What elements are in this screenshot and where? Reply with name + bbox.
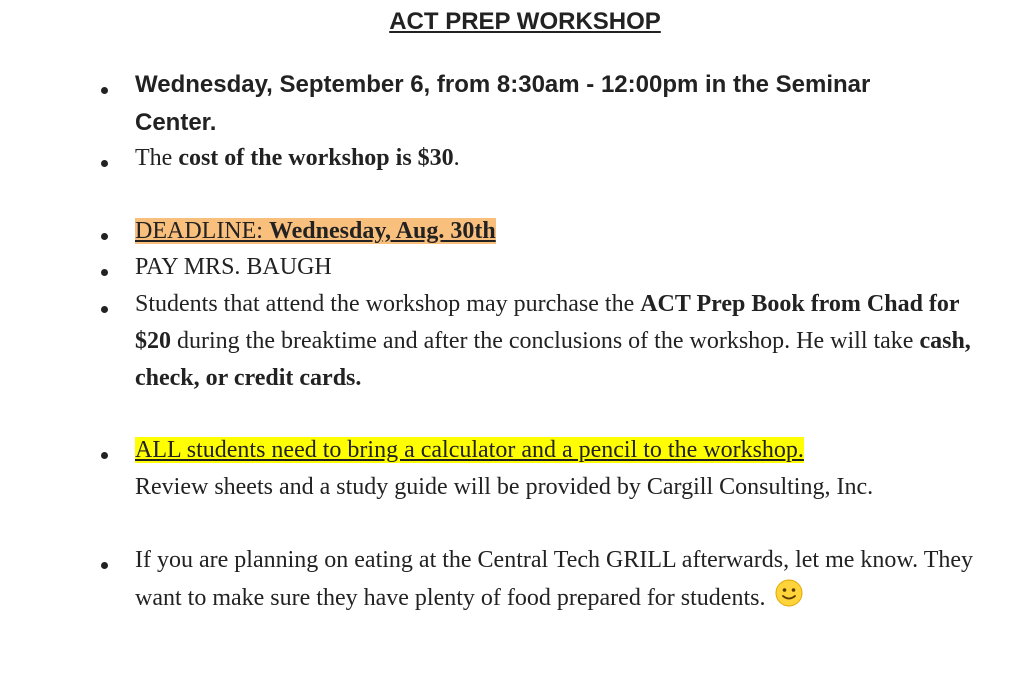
supplies-note: Review sheets and a study guide will be provided by Cargill Consulting, Inc. xyxy=(135,474,874,500)
slightly-smiling-face-icon xyxy=(775,579,803,607)
cost-amount: cost of the workshop is $30 xyxy=(178,145,454,171)
bullet-icon xyxy=(101,233,108,240)
list-item-cost xyxy=(135,140,995,177)
payment-methods: cash, check, or credit cards. xyxy=(135,328,971,391)
bullet-icon xyxy=(101,87,108,94)
grill-text: If you are planning on eating at the Central Tech GRILL afterwards, let me know. They want to make sure they have plenty of food prepared for students. xyxy=(135,547,974,611)
deadline-label: DEADLINE: xyxy=(135,218,269,244)
list-item-pay: PAY MRS. BAUGH xyxy=(135,254,332,280)
book-text-2: during the breaktime and after the conclusions of the workshop. He will take xyxy=(171,328,920,354)
page-title: ACT PREP WORKSHOP xyxy=(389,8,661,35)
book-text-1: Students that attend the workshop may purchase the xyxy=(135,291,641,317)
list-item-supplies xyxy=(135,432,1015,506)
deadline-date: Wednesday, Aug. 30th xyxy=(268,218,496,244)
list-item-grill xyxy=(135,542,985,617)
bullet-icon xyxy=(101,452,108,459)
bullet-icon xyxy=(101,269,108,276)
cost-prefix: The xyxy=(135,145,179,171)
list-item-deadline xyxy=(135,213,995,250)
bullet-icon xyxy=(101,562,108,569)
bullet-icon xyxy=(101,306,108,313)
deadline-highlight xyxy=(135,218,496,244)
supplies-highlight: ALL students need to bring a calculator and a pencil to the workshop. xyxy=(135,437,804,463)
cost-suffix: . xyxy=(453,145,460,171)
book-offer: ACT Prep Book from Chad for $20 xyxy=(135,291,960,354)
list-item-date: Wednesday, September 6, from 8:30am - 12:00pm in the Seminar Center. xyxy=(135,71,871,136)
bullet-icon xyxy=(101,160,108,167)
list-item-book xyxy=(135,286,985,397)
